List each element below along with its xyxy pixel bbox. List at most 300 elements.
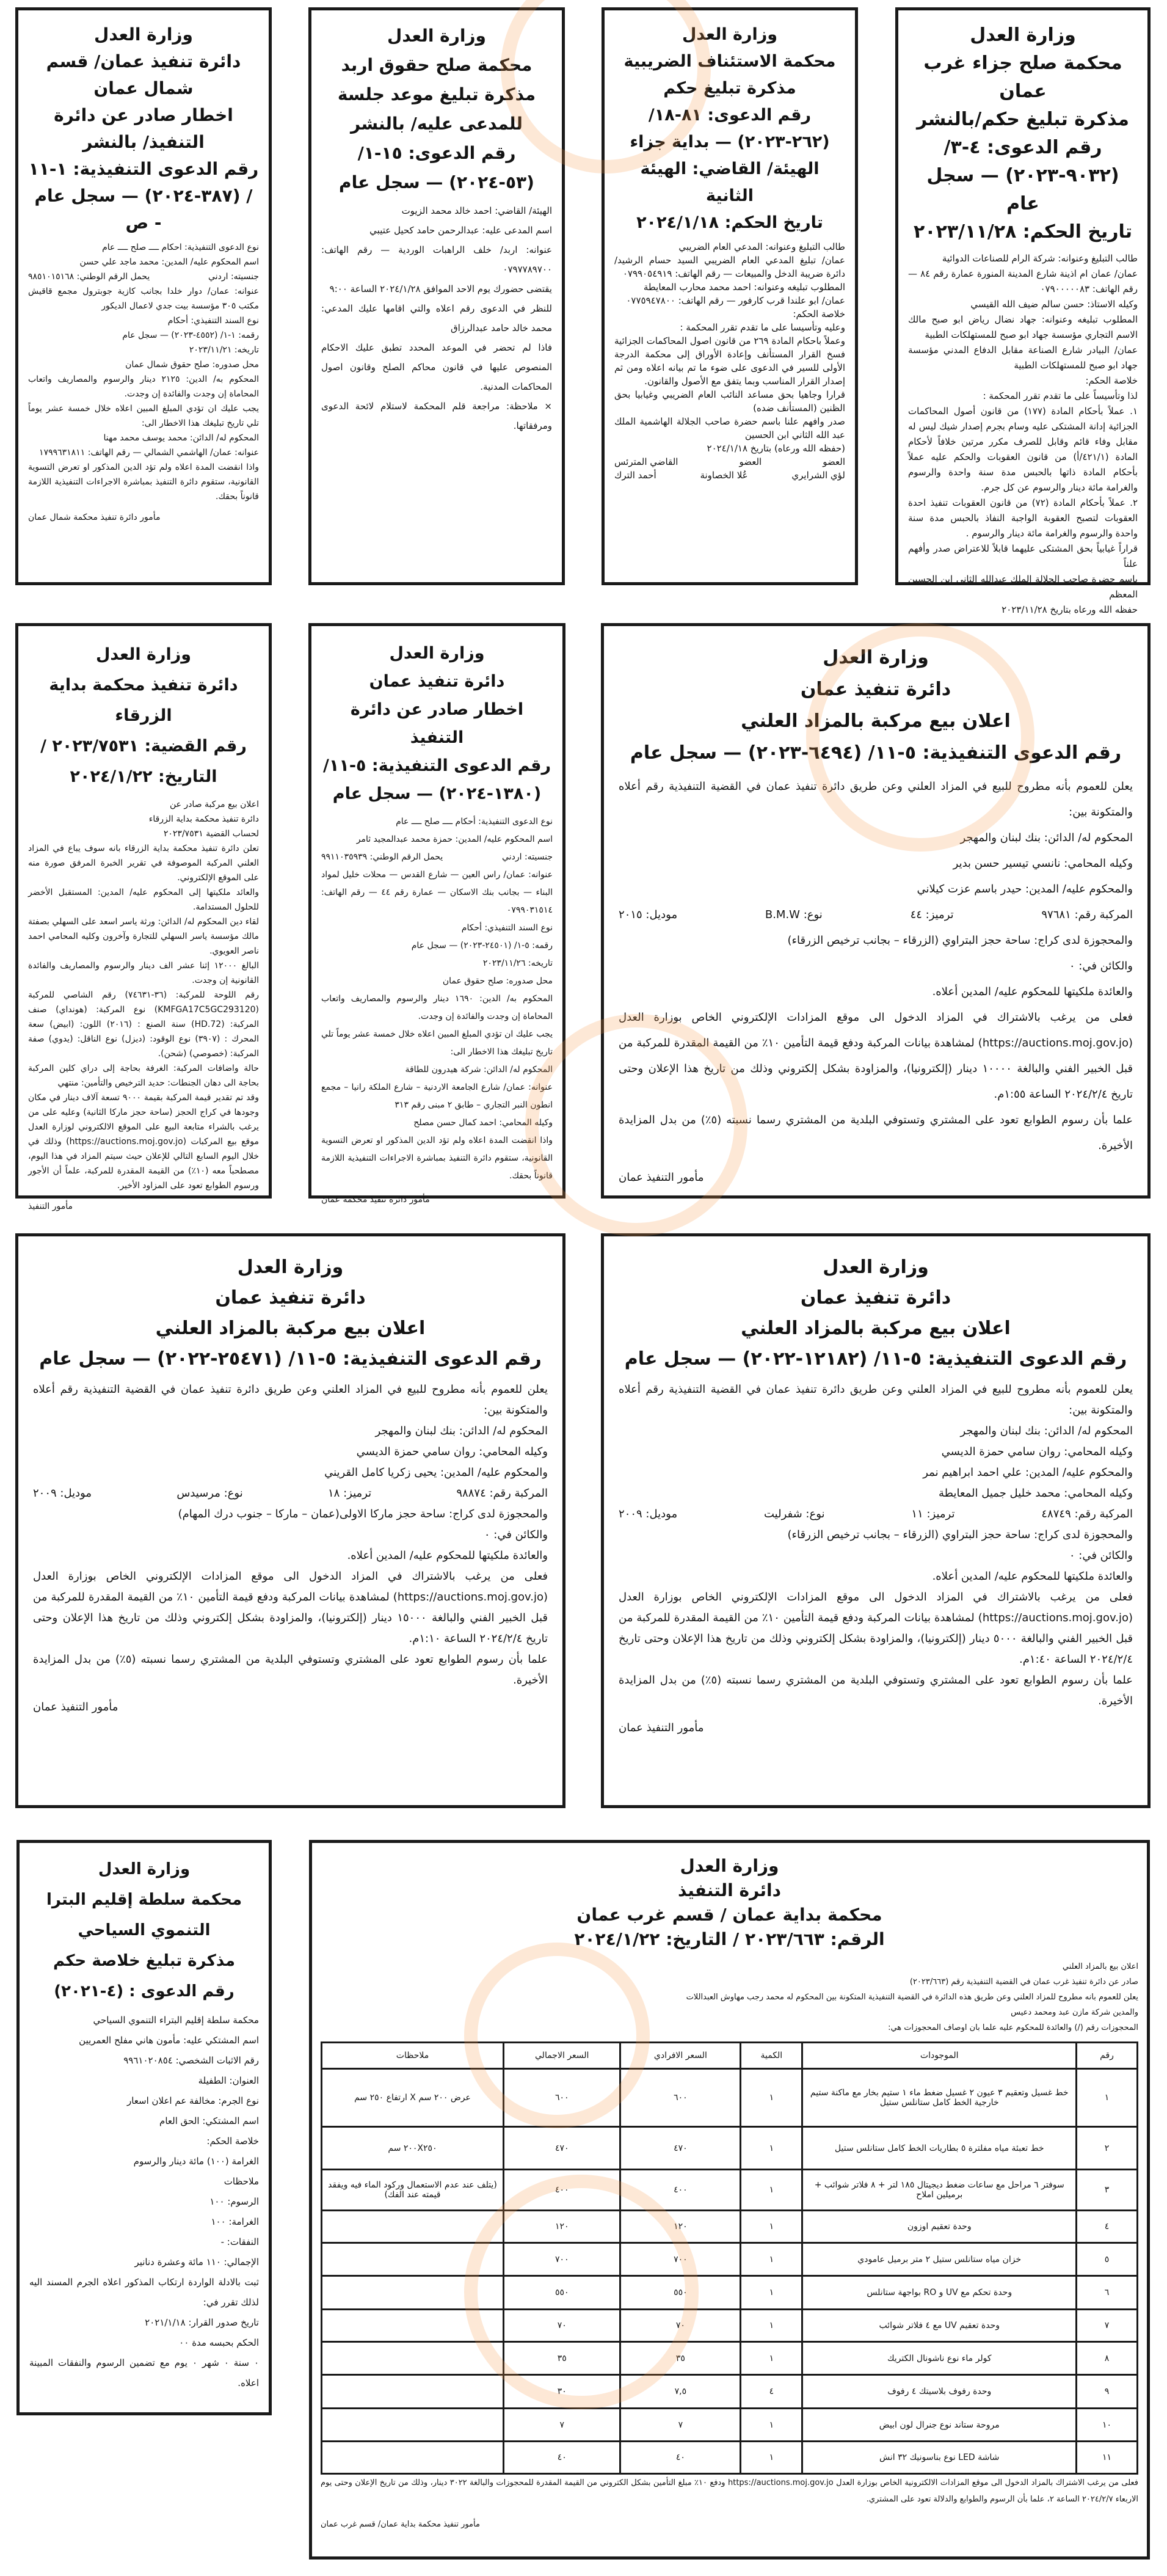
notice-paragraph: واذا انقضت المدة اعلاه ولم تؤد الدين المذكور او تعرض التسوية القانونية، ستقوم دائرة التنفيذ بمباشرة الاجراءات التنفيذية اللازمة قانوناً بحقك. — [28, 462, 259, 502]
notice-vehicle-auction-12182 — [601, 1233, 1151, 1808]
notice-title-line: محكمة صلح حقوق اربد — [341, 55, 533, 75]
table-cell: مروحة ستاند نوع جنرال لون ابيض — [802, 2409, 1077, 2442]
table-cell: ٤٧٠ — [620, 2127, 741, 2170]
notice-paragraph: العنوان: الطفيلة — [198, 2075, 259, 2086]
info-field: موديل: ٢٠٠٩ — [33, 1487, 92, 1500]
notice-body — [321, 201, 552, 436]
notice-paragraph: والمحجوزة لدى كراج: ساحة حجز البتراوي (الزرقاء – بجانب ترخيص الزرقاء) — [787, 1528, 1133, 1541]
notice-title-line: دائرة تنفيذ محكمة بداية الزرقاء — [49, 676, 238, 725]
table-cell: ٥ — [1077, 2243, 1138, 2276]
notice-body — [614, 240, 845, 482]
table-row — [322, 2310, 1138, 2342]
table-cell: كولر ماء نوع ناشونال الكتريك — [802, 2342, 1077, 2375]
notice-paragraph: تاريخه: ٢٠٢٣/١١/٢١ — [189, 345, 259, 355]
notice-title-line: محكمة صلح جزاء غرب عمان — [923, 53, 1122, 102]
info-row — [28, 269, 259, 284]
table-cell — [322, 2310, 504, 2342]
notice-paragraph: نوع الجرم: مخالفة عم اعلان اسعار — [126, 2095, 259, 2106]
notice-paragraph: اسم المحكوم عليه/ المدين: حمزة محمد عبدالمجيد ثامر — [356, 834, 553, 844]
notice-title-line: دائرة تنفيذ عمان — [215, 1287, 366, 1308]
table-cell: ٩ — [1077, 2375, 1138, 2409]
table-cell — [322, 2211, 504, 2243]
info-field: أحمد الترك — [614, 470, 656, 481]
notice-paragraph: قراراً غيابياً بحق المشتكى عليهما قابلاً للاعتراض صدر وأفهم علناً — [908, 543, 1138, 569]
notice-paragraph: تاريخ صدور القرار: ٢٠٢١/١/١٨ — [145, 2317, 259, 2328]
notice-title-line: محكمة الاستئناف الضريبية — [623, 52, 836, 71]
info-field: العضو — [739, 456, 762, 467]
notice-paragraph: طالب التبليغ وعنوانه: شركة الرام للصناعات الدوائية — [942, 253, 1138, 264]
intro-line: اعلان بيع بالمزاد العلني — [1062, 1962, 1138, 1971]
table-row — [322, 2069, 1138, 2127]
table-cell — [322, 2342, 504, 2375]
notice-paragraph: نوع السند التنفيذي: أحكام — [167, 316, 259, 326]
notice-title-line: دائرة تنفيذ عمان/ قسم شمال عمان — [46, 51, 241, 98]
notice-paragraph: يعلن للعموم بأنه مطروح للبيع في المزاد العلني وعن طريق دائرة تنفيذ عمان في القضية التنفيذية رقم أعلاه والمتكونة بين: — [619, 1383, 1133, 1417]
notice-title-line: تاريخ الحكم: ٢٠٢٣/١١/٢٨ — [913, 221, 1133, 243]
notice-paragraph: وقد تم تقدير قيمة المركبة بقيمة ٩٠٠٠ تسعة آلاف دينار في مكان وجودها في كراج الحجز (ساحة حجز ماركا الثانية) وعليه على من يرغب بالشراء متابعة البيع على الموقع الالكتروني لوزارة العدل موقع بيع المركبات (https://auctions.moj.gov.jo) وذلك في خلال اليوم السابع التالي للإعلان حيث سيتم المزاد في هذا اليوم، مصطحباً معه (١٠٪) من القيمة المقدرة للمركبة، علماً أن الأجور ورسوم الطوابع تعود على المزاود الأخير. — [28, 1093, 259, 1191]
notice-paragraph: خلاصة الحكم: — [206, 2136, 259, 2147]
notice-petra-authority-court — [16, 1840, 272, 2415]
table-cell: ٥٥٠ — [620, 2276, 741, 2310]
notice-paragraph: والعائدة ملكيتها للمحكوم عليه/ المدين أعلاه. — [347, 1549, 548, 1562]
info-field: موديل: ٢٠١٥ — [619, 908, 678, 921]
notice-title-line: رقم الدعوى التنفيذية: ٥-١١/ (١٢١٨٢-٢٠٢٢) — سجل عام — [624, 1348, 1127, 1370]
notice-paragraph: تاريخه: ٢٠٢٣/١١/٢٦ — [482, 958, 553, 968]
table-cell: ١٠ — [1077, 2409, 1138, 2442]
table-cell: ٧٠٠ — [620, 2243, 741, 2276]
notice-title-line: دائرة تنفيذ عمان — [800, 1287, 951, 1308]
notice-paragraph: تعلن دائرة تنفيذ محكمة بداية الزرقاء بانه سوف يباع في المزاد العلني المركبة الموصوفة في تقرير الخبرة المرفق صورة منه على الموقع الإلكتروني. — [28, 844, 259, 883]
notice-paragraph: علما بأن رسوم الطوابع تعود على المشتري وتستوفي البلدية من المشتري رسما نسبته (٥٪) من بدل المزايدة الأخيرة. — [33, 1653, 548, 1687]
notice-title-line: وزارة العدل — [95, 645, 192, 664]
notice-paragraph: علما بأن رسوم الطوابع تعود على المشتري وتستوفي البلدية من المشتري رسما نسبته (٥٪) من بدل المزايدة الأخيرة. — [619, 1674, 1133, 1707]
info-field: نوع: مرسيدس — [176, 1487, 243, 1500]
notice-paragraph: والعائد ملكيتها إلى المحكوم عليه/ المدين: المستقبل الأخضر للحلول المستدامة. — [28, 888, 259, 912]
notice-title-line: مذكرة تبليغ موعد جلسة للمدعى عليه/ بالنشر — [337, 84, 536, 134]
notice-paragraph: للنظر في الدعوى رقم اعلاه والتي اقامها عليك المدعي: محمد خالد حامد عبدالرزاق — [321, 303, 552, 334]
notice-paragraph: المحكوم له/ الدائن: بنك لبنان والمهجر — [960, 831, 1133, 844]
table-cell: ٧,٥ — [620, 2375, 741, 2409]
info-field: جنسيته: اردني — [502, 852, 553, 862]
notice-paragraph: قرارا وجاهيا بحق مساعد النائب العام الضريبي وغيابيا بحق الظنين (المستأنف ضده) — [614, 389, 845, 414]
notice-paragraph: فاذا لم تحضر في الموعد المحدد تطبق عليك الاحكام المنصوص عليها في قانون محاكم الصلح وقانون اصول المحاكمات المدنية. — [321, 342, 552, 392]
notice-paragraph: يجب عليك ان تؤدي المبلغ المبين اعلاه خلال خمسة عشر يوماً تلي تاريخ تبليغك هذا الاخطار الى: — [28, 404, 259, 428]
notice-title-line: وزارة العدل — [680, 1856, 779, 1876]
notice-paragraph: محكمة سلطة إقليم البتراء التنموي السياحي — [93, 2015, 259, 2026]
notice-north-amman-execution — [15, 7, 272, 585]
notice-title-line: وزارة العدل — [387, 26, 486, 46]
notice-paragraph: يعلن للعموم بأنه مطروح للبيع في المزاد العلني وعن طريق دائرة تنفيذ عمان في القضية التنفيذية رقم أعلاه والمتكونة بين: — [619, 780, 1133, 819]
notice-title-line: الرقم: ٢٠٢٣/٦٦٣ / التاريخ: ٢٠٢٤/١/٢٢ — [574, 1929, 885, 1949]
notice-title-line: رقم الدعوى التنفيذية: ٥-١١/ (٦٤٩٤-٢٠٢٣) — سجل عام — [630, 742, 1122, 764]
info-field: ترميز: ١٨ — [328, 1487, 372, 1500]
table-cell: خط غسيل وتعقيم ٣ عيون ٢ غسيل ضغط ماء ١ ستيم بخار مع ماكنة ستيم خارجية الخط كامل ستانلس ستيل — [802, 2069, 1077, 2127]
table-cell: وحدة تحكم مع UV و RO بواجهة ستانلس — [802, 2276, 1077, 2310]
notice-paragraph: وكيله الاستاذ: حسن سالم ضيف الله القيسي — [970, 299, 1138, 310]
notice-paragraph: والكائن في: ٠ — [1069, 960, 1133, 972]
notice-west-amman-criminal-court — [895, 7, 1151, 615]
notice-paragraph: والعائدة ملكيتها للمحكوم عليه/ المدين أعلاه. — [932, 985, 1133, 998]
notice-paragraph: والعائدة ملكيتها للمحكوم عليه/ المدين أعلاه. — [932, 1570, 1133, 1583]
notice-title-line: رقم الدعوى التنفيذية: ٥-١١/ (١٣٨٠-٢٠٢٤) — سجل عام — [322, 756, 551, 803]
intro-line: يعلن للعموم بانه مطروح للمزاد العلني وعن طريق هذه الدائرة في القضية التنفيذية المتكونة بين المحكوم له محمد رجب مهاوش العبداللات — [686, 1993, 1138, 2002]
table-row — [322, 2442, 1138, 2474]
notice-paragraph: وكيله المحامي: روان سامي حمزة الديسي — [356, 1445, 548, 1458]
notice-title-line: وزارة العدل — [98, 1860, 191, 1878]
notice-paragraph: باسم حضرة صاحب الجلالة الملك عبدالله الثاني ابن الحسين المعظم — [908, 574, 1138, 600]
info-field: المركبة رقم: ٩٧٦٨١ — [1041, 908, 1133, 921]
notice-vehicle-auction-25471 — [15, 1233, 565, 1808]
notice-title-line: رقم الدعوى التنفيذية: ١-١١ / (٣٨٧-٢٠٢٤) — سجل عام - ص — [28, 159, 259, 233]
notice-title-line: وزارة العدل — [237, 1257, 344, 1278]
intro-line: المحجوزات رقم (/) والعائدة للمحكوم عليه علما بان اوصاف المحجوزات هي: — [888, 2023, 1138, 2032]
table-cell: وحدة تعقيم اوزون — [802, 2211, 1077, 2243]
notice-paragraph: يجب عليك ان تؤدي المبلغ المبين اعلاه خلال خمسة عشر يوماً تلي تاريخ تبليغك هذا الاخطار الى: — [321, 1029, 553, 1057]
notice-paragraph: عمان/ تبليغ المدعي العام الضريبي السيد حسام الرشيد/ دائرة ضريبة الدخل والمبيعات — رقم الهاتف: ٠٧٩٩٠٥٤٩١٩ — [614, 255, 845, 279]
table-cell: ٥٥٠ — [503, 2276, 620, 2310]
notice-title-line: رقم الدعوى: ٨١-١٨/ (٢٦٢-٢٠٢٣) — بداية جزاء — [630, 106, 830, 151]
table-cell: (يتلف عند عدم الاستعمال وركود الماء فيه ويفقد قيمته عند الفك) — [322, 2170, 504, 2211]
notice-paragraph: نوع الدعوى التنفيذية: أحكام ــــ صلح ــــ عام — [396, 817, 553, 826]
table-cell: شاشة LED نوع بناسونيك ٣٢ انش — [802, 2442, 1077, 2474]
notice-titles — [908, 21, 1138, 246]
intro-line: صادر عن دائرة تنفيذ غرب عمان في القضية التنفيذية رقم (٢٠٢٣/٦٦٣) — [909, 1977, 1138, 1987]
table-cell: ٤٠٠ — [503, 2170, 620, 2211]
notice-paragraph: علما بأن رسوم الطوابع تعود على المشتري وتستوفي البلدية من المشتري رسما نسبته (٥٪) من بدل المزايدة الأخيرة. — [619, 1114, 1133, 1152]
notice-title-line: محكمة بداية عمان / قسم غرب عمان — [576, 1905, 882, 1925]
notice-title-line: وزارة العدل — [94, 24, 193, 45]
table-row — [322, 2409, 1138, 2442]
signature: مأمور التنفيذ — [28, 1202, 73, 1211]
notice-title-line: اعلان بيع مركبة بالمزاد العلني — [741, 710, 1011, 732]
table-cell: وحدة رفوف بلاسيتك ٤ رفوف — [802, 2375, 1077, 2409]
info-field: موديل: ٢٠٠٩ — [619, 1508, 678, 1520]
notice-paragraph: المحكوم له/ الدائن: بنك لبنان والمهجر — [960, 1425, 1133, 1437]
notice-paragraph: لحساب القضية ٢٠٢٣/٧٥٣١ — [163, 829, 259, 839]
notice-title-line: اعلان بيع مركبة بالمزاد العلني — [155, 1318, 426, 1339]
signature: مأمور دائرة تنفيذ محكمة شمال عمان — [28, 513, 161, 522]
notice-title-line: رقم الدعوى: ١٥-١/ (٥٣-٢٠٢٤) — سجل عام — [339, 143, 534, 192]
notice-paragraph: نوع السند التنفيذي: أحكام — [461, 923, 553, 933]
notice-titles — [321, 21, 552, 197]
notice-titles — [28, 640, 259, 792]
notice-paragraph: يعلن للعموم بأنه مطروح للبيع في المزاد العلني وعن طريق دائرة تنفيذ عمان في القضية التنفيذية رقم أعلاه والمتكونة بين: — [33, 1383, 548, 1417]
table-cell: ١ — [741, 2170, 802, 2211]
table-row — [322, 2127, 1138, 2170]
notice-paragraph: والمحجوزة لدى كراج: ساحة حجز ماركا الاولى(عمان – ماركا – جنوب درك المهام) — [178, 1508, 548, 1520]
notice-paragraph: الهيئة/ القاضي: احمد خالد محمد الزيوت — [401, 205, 552, 216]
table-cell: ٤ — [741, 2375, 802, 2409]
notice-paragraph: اسم المدعى عليه: عبدالرحمن حامد كحيل عتيبي — [369, 225, 552, 236]
info-field: نوع: B.M.W — [765, 908, 823, 921]
table-cell — [322, 2375, 504, 2409]
table-cell: ٦ — [1077, 2276, 1138, 2310]
info-field: يحمل الرقم الوطني: ٩٨٥١٠١٥١٦٨ — [28, 272, 150, 282]
table-cell: ٧ — [503, 2409, 620, 2442]
notice-body — [321, 813, 553, 1209]
notice-paragraph: والمحكوم عليه/ المدين: حيدر باسم عزت كيلاني — [917, 883, 1133, 896]
notice-paragraph: الإجمالي: ١١٠ مائة وعشرة دنانير — [134, 2257, 259, 2268]
table-row — [322, 2243, 1138, 2276]
table-cell: ١ — [741, 2127, 802, 2170]
info-field: المركبة رقم: ٩٨٨٧٤ — [456, 1487, 548, 1500]
notice-paragraph: رقم الاثبات الشخصي: ٩٩٦١٠٢٠٨٥٤ — [123, 2055, 259, 2066]
notice-title-line: مذكرة تبليغ حكم — [663, 79, 796, 98]
table-row — [322, 2375, 1138, 2409]
notice-vehicle-auction-6494 — [601, 623, 1151, 1199]
notice-title-line: وزارة العدل — [389, 644, 485, 663]
notice-paragraph: رقمه: ١-١/ (٤٥٥٢-٢٠٢٣) — سجل عام — [122, 330, 259, 340]
signature: مأمور دائرة تنفيذ محكمة عمان — [321, 1195, 430, 1205]
notice-paragraph: المحكوم به/ الدين: ٢١٢٥ دينار والرسوم والمصاريف واتعاب المحاماة إن وجدت والفائدة إن وجدت. — [28, 374, 260, 399]
auction-instructions: فعلى من يرغب الاشتراك بالمزاد الدخول الى موقع المزادات الالكترونية الخاص بوزارة العدل https://auctions.moj.gov.jo ودفع ١٠٪ مبلغ التأمين بشكل الكتروني من القيمة المقدرة للمحجوزات والبالغة ٣٠٢٢ دينار، وذلك من تاريخ الإعلان وحتى يوم الاربعاء ٢٠٢٤/٢/٧ الساعة ٢، علما بأن الرسوم والطوابع والدلالة تعود على المشتري. — [321, 2478, 1138, 2504]
table-cell: عرض ٢٠٠ سم X ارتفاع ٢٥٠ سم — [322, 2069, 504, 2127]
table-cell: ٤٧٠ — [503, 2127, 620, 2170]
notice-body — [28, 240, 259, 525]
notice-paragraph: رقم اللوحة للمركبة: (٣٦-٧٤٦٣١) رقم الشاصي للمركبة (KMFGA17C5GC293120) نوع المركبة: (هونداي) صنف المركبة: (HD.72) سنة الصنع : (٢٠١٦) اللون: (ابيض) سعة المحرك : (٣٩٠٧) نوع الوقود: (ديزل) نوع الناقل: (يدوي) صفة المركبة: (خصوصي) (شحن). — [28, 990, 260, 1059]
notice-paragraph: دائرة تنفيذ محكمة بداية الزرقاء — [148, 814, 259, 824]
table-cell: ٧ — [1077, 2310, 1138, 2342]
notice-paragraph: فعلى من يرغب بالاشتراك في المزاد الدخول الى موقع المزادات الإلكتروني الخاص بوزارة العدل (https://auctions.moj.gov.jo) لمشاهدة بيانات المركبة ودفع قيمة التأمين ١٠٪ من القيمة المقدرة للمركبة من قبل الخبير الفني والبالغة ١٠٠٠٠ دينار (إلكترونيا)، والمزاودة بشكل إلكتروني وذلك من تاريخ هذا الإعلان وحتى تاريخ ٢٠٢٤/٢/٤ الساعة ١:٥٥م. — [619, 1011, 1133, 1101]
signature: مأمور التنفيذ عمان — [619, 1171, 704, 1184]
notice-paragraph: عمان/ البيادر شارع الصناعة مقابل الدفاع المدني مؤسسة جهاد ابو صبح للمستهلكات الطبية — [908, 345, 1138, 371]
notice-titles — [614, 21, 845, 236]
table-cell: ٣ — [1077, 2170, 1138, 2211]
notice-paragraph: وعليه وتأسيسا على ما تقدم تقرر المحكمة : — [680, 322, 845, 333]
notice-paragraph: ٠ سنة ٠ شهر ٠ يوم مع تضمين الرسوم والنفقات المبينة اعلاه. — [29, 2357, 259, 2388]
notice-tax-appeal-court — [602, 7, 858, 585]
notice-title-line: رقم الدعوى : (٤-٢٠٢١) — [54, 1982, 234, 2001]
notice-paragraph: لقاء دين المحكوم له/ الدائن: ورثة ياسر اسعد على السهلي بصفتة مالك مؤسسة ياسر السهلي للتجارة وآخرون وكليه المحامي احمد ناصر العويوي. — [28, 917, 259, 956]
notice-title-line: محكمة سلطة إقليم البترا التنموي السياحي — [46, 1891, 242, 1939]
column-header: رقم — [1077, 2043, 1138, 2069]
notice-paragraph: الحكم بحبسه مدة ٠٠ — [179, 2337, 259, 2348]
table-cell: ١٢٠ — [503, 2211, 620, 2243]
notice-body — [29, 2010, 259, 2393]
notice-paragraph: وكيله المحامي: روان سامي حمزة الديسي — [941, 1445, 1133, 1458]
info-row — [619, 1504, 1133, 1525]
column-header: الموجودات — [802, 2043, 1077, 2069]
info-field: نوع: شفرليت — [763, 1508, 825, 1520]
notice-titles — [321, 640, 553, 808]
info-field: عُلا الخصاونة — [700, 470, 748, 481]
notice-body — [28, 797, 259, 1214]
notice-title-line: اخطار صادر عن دائرة التنفيذ — [350, 700, 524, 747]
notice-title-line: دائرة تنفيذ عمان — [369, 672, 505, 691]
table-header-row — [322, 2043, 1138, 2069]
table-row — [322, 2170, 1138, 2211]
notice-paragraph: يقتضى حضورك يوم الاحد الموافق ٢٠٢٤/١/٢٨ الساعة ٩:٠٠ — [329, 283, 552, 294]
table-cell: ١٢٠ — [620, 2211, 741, 2243]
notice-body — [33, 1379, 548, 1718]
notice-paragraph: البالغ ١٢٠٠٠ إثنا عشر الف دينار والرسوم والمصاريف والفائدة القانونية إن وجدت. — [28, 961, 259, 985]
table-cell: ٤٠ — [620, 2442, 741, 2474]
signature: مأمور تنفيذ محكمة بداية عمان/ قسم غرب عمان — [321, 2520, 480, 2529]
notice-paragraph: وكيله المحامي: محمد خليل جميل المعايطة — [939, 1487, 1133, 1500]
notice-title-line: رقم الدعوى التنفيذية: ٥-١١/ (٢٥٤٧١-٢٠٢٢) — سجل عام — [39, 1348, 542, 1370]
notice-paragraph: والكائن في: ٠ — [1069, 1549, 1133, 1562]
notice-titles — [28, 21, 259, 236]
table-cell: ١ — [741, 2276, 802, 2310]
table-cell — [322, 2276, 504, 2310]
notice-title-line: اعلان بيع مركبة بالمزاد العلني — [741, 1318, 1011, 1339]
notice-irbid-magistrate-court — [308, 7, 565, 585]
notice-paragraph: ثبت بالادلة الواردة ارتكاب المذكور اعلاه الجرم المسند اليه لذلك تقرر في: — [29, 2277, 259, 2308]
notice-paragraph: واذا انقضت المدة اعلاه ولم تؤد الدين المذكور او تعرض التسوية القانونية، ستقوم دائرة التنفيذ بمباشرة الاجراءات التنفيذية اللازمة قانوناً بحقك. — [321, 1136, 553, 1181]
notice-title-line: دائرة التنفيذ — [678, 1880, 781, 1900]
info-field: يحمل الرقم الوطني: ٩٩١١٠٣٥٩٣٩ — [321, 852, 443, 862]
notice-body — [619, 1379, 1133, 1739]
table-cell — [322, 2243, 504, 2276]
notice-titles — [619, 1252, 1133, 1374]
notice-title-line: تاريخ الحكم: ٢٠٢٤/١/١٨ — [636, 213, 823, 232]
notice-paragraph: الغرامة (١٠٠) مائة دينار والرسوم — [133, 2156, 259, 2167]
notice-paragraph: حفظه الله ورعاه بتاريخ ٢٠٢٣/١١/٢٨ — [1002, 604, 1138, 615]
info-row — [619, 902, 1133, 928]
table-cell: ١ — [741, 2342, 802, 2375]
notice-paragraph: عنوانه: عمان/ شارع الجامعة الاردنية – شارع الملكة رانيا – مجمع انطون النبر التجاري – طابق ٢ مبنى رقم ٣١٣ — [321, 1082, 553, 1110]
notice-paragraph: النفقات: - — [220, 2236, 259, 2247]
table-cell: ٧٠ — [503, 2310, 620, 2342]
table-cell: ٤ — [1077, 2211, 1138, 2243]
column-header: السعر الاجمالي — [503, 2043, 620, 2069]
notice-paragraph: والكائن في: ٠ — [484, 1528, 548, 1541]
info-field: لؤي الشرايري — [791, 470, 845, 481]
table-row — [322, 2211, 1138, 2243]
notice-footer — [321, 2475, 1138, 2533]
table-cell: ٨ — [1077, 2342, 1138, 2375]
table-cell: ١ — [741, 2211, 802, 2243]
signature: مأمور التنفيذ عمان — [619, 1721, 704, 1734]
notice-paragraph: عنوانه: اربد/ خلف الراهبات الوردية — رقم الهاتف: ٠٧٩٧٧٨٩٧٠٠ — [321, 244, 552, 275]
notice-paragraph: الرسوم: ١٠٠ — [209, 2196, 259, 2207]
notice-titles — [321, 1854, 1138, 1952]
notice-titles — [33, 1252, 548, 1374]
table-cell: وحدة تعقيم UV مع ٤ فلاتر شوائب — [802, 2310, 1077, 2342]
info-field: ترميز: ١١ — [911, 1508, 955, 1520]
notice-body — [619, 774, 1133, 1191]
notice-paragraph: عمان/ ابو علندا قرب كارفور — رقم الهاتف: ٠٧٧٥٩٤٧٨٠٠ — [626, 295, 845, 306]
notice-paragraph: فعلى من يرغب بالاشتراك في المزاد الدخول الى موقع المزادات الإلكتروني الخاص بوزارة العدل (https://auctions.moj.gov.jo) لمشاهدة بيانات المركبة ودفع قيمة التأمين ١٠٪ من القيمة المقدرة للمركبة من قبل الخبير الفني والبالغة ٥٠٠٠ دينار (إلكترونيا)، والمزاودة بشكل إلكتروني وذلك من تاريخ هذا الإعلان وحتى تاريخ ٢٠٢٤/٢/٤ الساعة ١:٤٠م. — [619, 1591, 1133, 1666]
notice-paragraph: رقمه: ٥-١/ (٢٤٥٠١-٢٠٢٣) — سجل عام — [411, 941, 553, 950]
signature: مأمور التنفيذ عمان — [33, 1701, 118, 1713]
table-cell — [322, 2442, 504, 2474]
notice-paragraph: خلاصة الحكم: — [793, 308, 845, 319]
table-cell — [322, 2409, 504, 2442]
notice-paragraph: اسم المحكوم عليه/ المدين: محمد ماجد علي حسن — [79, 257, 259, 267]
info-field: المركبة رقم: ٤٨٧٤٩ — [1041, 1508, 1133, 1520]
notice-title-line: وزارة العدل — [970, 24, 1076, 46]
info-field: العضو — [823, 456, 845, 467]
table-cell: ٦٠٠ — [620, 2069, 741, 2127]
notice-paragraph: وكيله المحامي: نانسي تيسير حسن بدير — [953, 857, 1133, 870]
notice-paragraph: نوع الدعوى التنفيذية: احكام ــــ صلح ــــ عام — [102, 243, 259, 252]
table-cell: ٤٠٠ — [620, 2170, 741, 2211]
table-cell: ٣٠ — [503, 2375, 620, 2409]
table-cell: ٣٥ — [503, 2342, 620, 2375]
notice-paragraph: صدر وافهم علنا باسم حضرة صاحب الجلالة الهاشمية الملك عبد الله الثاني ابن الحسين — [614, 416, 845, 440]
notice-paragraph: والمحكوم عليه/ المدين: علي احمد ابراهيم نمر — [923, 1466, 1133, 1479]
notice-paragraph: محل صدوره: صلح حقوق عمان — [442, 976, 553, 986]
column-header: ملاحظات — [322, 2043, 504, 2069]
table-cell: ٧ — [620, 2409, 741, 2442]
table-cell: ٧٠٠ — [503, 2243, 620, 2276]
notice-paragraph: عنوانه: عمان/ دوار خلدا بجانب كازية جوبترول مجمع قاقيش مكتب ٣٠٥ مؤسسة بيت جدي لاعمال الديكور — [28, 286, 259, 311]
info-field: ترميز: ٤٤ — [910, 908, 954, 921]
notice-paragraph: خلاصة الحكم: — [1085, 375, 1138, 386]
notice-paragraph: لذا وتأسيساً على ما تقدم تقرر المحكمة : — [983, 390, 1138, 401]
notice-title-line: الهيئة/ القاضي: الهيئة الثانية — [640, 159, 820, 205]
info-row — [614, 455, 845, 469]
table-cell: ٦٠٠ — [503, 2069, 620, 2127]
table-cell: ١١ — [1077, 2442, 1138, 2474]
notice-zarqa-vehicle-sale — [15, 623, 272, 1211]
notice-titles — [619, 642, 1133, 769]
table-row — [322, 2342, 1138, 2375]
notice-paragraph: اسم المشتكي عليه: مأمون هاني مفلح العمريين — [79, 2035, 259, 2046]
table-cell: ١ — [741, 2069, 802, 2127]
notice-paragraph: وعملاً باحكام المادة ٢٦٩ من قانون اصول المحاكمات الجزائية فسخ القرار المستأنف وإعادة الأوراق إلى محكمة الدرجة الأولى للسير في الدعوى على ضوء ما تم بيانه اعلاه ومن ثم إصدار القرار المناسب وبما يتفق مع الأصول والقانون. — [614, 335, 845, 387]
notice-paragraph: عمان/ عمان ام اذينة شارع المدينة المنورة عمارة رقم ٨٤ — رقم الهاتف: ٠٧٩٠٠٠٠٠٨٣ — [908, 268, 1138, 294]
column-header: الكمية — [741, 2043, 802, 2069]
notice-paragraph: عنوانه: عمان/ راس العين — شارع القدس — محلات خليل لمواد البناء — بجانب بنك الاسكان — عمارة رقم ٤٤ — رقم الهاتف: ٠٧٩٩٠٣١٥١٤ — [321, 870, 553, 915]
notice-paragraph: × ملاحظة: مراجعة قلم المحكمة لاستلام لائحة الدعوى ومرفقاتها. — [321, 401, 552, 431]
notice-paragraph: اسم المشتكي: الحق العام — [159, 2115, 259, 2126]
table-cell: ٧٠ — [620, 2310, 741, 2342]
notice-paragraph: اعلان بيع مركبة صادر عن — [169, 800, 259, 809]
table-cell: خط تعبئة مياه مفلترة ٥ بطاريات الخط كامل ستانلس ستيل — [802, 2127, 1077, 2170]
notice-title-line: دائرة تنفيذ عمان — [800, 679, 951, 700]
notice-paragraph: (حفظه الله ورعاه) بتاريخ ٢٠٢٤/١/١٨ — [707, 443, 845, 454]
intro-line: والمدين شركة مازن عبد ومحمد دعيس — [1011, 2008, 1138, 2017]
info-field: جنسيته: اردني — [208, 272, 259, 282]
notice-paragraph: والمحكوم عليه/ المدين: يحيى زكريا كامل القريني — [324, 1466, 548, 1479]
notice-paragraph: الغرامة: ١٠٠ — [211, 2216, 259, 2227]
notice-paragraph: وكيله المحامي: احمد كمال حسن مصلح — [413, 1118, 553, 1128]
column-header: السعر الافرادي — [620, 2043, 741, 2069]
notice-title-line: مذكرة تبليغ خلاصة حكم — [53, 1952, 235, 1970]
notice-paragraph: والمحجوزة لدى كراج: ساحة حجز البتراوي (الزرقاء – بجانب ترخيص الزرقاء) — [787, 934, 1133, 947]
notice-title-line: مذكرة تبليغ حكم/بالنشر — [917, 109, 1129, 130]
notice-paragraph: ٢. عملاً بأحكام المادة (٧٢) من قانون العقوبات تنفيذ احدة العقوبات لتصبح العقوبة الواجبة النفاذ بالحبس مدة سنة واحدة والرسوم والغرامة مائة دينار والرسوم . — [908, 497, 1138, 539]
notice-paragraph: المحكوم به/ الدين: ١٦٩٠ دينار والرسوم والمصاريف واتعاب المحاماة إن وجدت والفائدة إن وجدت. — [321, 994, 553, 1021]
notice-title-line: رقم القضية: ٢٠٢٣/٧٥٣١ / التاريخ: ٢٠٢٤/١/٢٢ — [40, 737, 247, 786]
notice-amman-execution-1380 — [308, 623, 565, 1205]
table-cell: ٤٠ — [503, 2442, 620, 2474]
table-cell: ١ — [741, 2442, 802, 2474]
info-row — [321, 848, 553, 866]
notice-body — [908, 251, 1138, 618]
notice-title-line: اخطار صادر عن دائرة التنفيذ/ بالنشر — [54, 105, 233, 152]
info-row — [614, 469, 845, 482]
table-cell: خزان مياه ستانلس ستيل ٢ متر برميل عامودي — [802, 2243, 1077, 2276]
notice-paragraph: فعلى من يرغب بالاشتراك في المزاد الدخول الى موقع المزادات الإلكتروني الخاص بوزارة العدل (https://auctions.moj.gov.jo) لمشاهدة بيانات المركبة ودفع قيمة التأمين ١٠٪ من القيمة المقدرة للمركبة من قبل الخبير الفني والبالغة ١٥٠٠٠ دينار (إلكترونيا)، والمزاودة بشكل إلكتروني وذلك من تاريخ هذا الإعلان وحتى تاريخ ٢٠٢٤/٢/٤ الساعة ١:١٠م. — [33, 1570, 548, 1645]
notice-title-line: رقم الدعوى: ٤-٣/ (٩٠٣٢-٢٠٢٣) — سجل عام — [926, 137, 1119, 214]
notice-paragraph: المحكوم له/ الدائن: شركة هيدرون للطاقة — [405, 1065, 553, 1075]
notice-paragraph: حالة واضافات المركبة: الغرفة بحاجة إلى دراي كلين المركبة بحاجة الى دهان الجنطات: حديد الترخيص والتأمين: منتهي — [28, 1064, 259, 1088]
table-cell: سوفتر ٦ مراحل مع ساعات ضغط ديجيتال ١٨٥ لتر + ٨ فلاتر شوائب + برميلين املاح — [802, 2170, 1077, 2211]
notice-title-line: وزارة العدل — [823, 1257, 929, 1278]
notice-paragraph: ملاحظات — [224, 2176, 259, 2187]
seized-items-table — [321, 2041, 1138, 2475]
notice-paragraph: المحكوم له/ الدائن: بنك لبنان والمهجر — [375, 1425, 548, 1437]
table-cell: ٢ — [1077, 2127, 1138, 2170]
table-cell: ١ — [741, 2243, 802, 2276]
table-cell: ١ — [1077, 2069, 1138, 2127]
table-cell: ١ — [741, 2409, 802, 2442]
notice-paragraph: المحكوم له/ الدائن: محمد يوسف محمد مهنا — [103, 433, 259, 443]
table-cell: ٢٠٠X٢٥٠ سم — [322, 2127, 504, 2170]
